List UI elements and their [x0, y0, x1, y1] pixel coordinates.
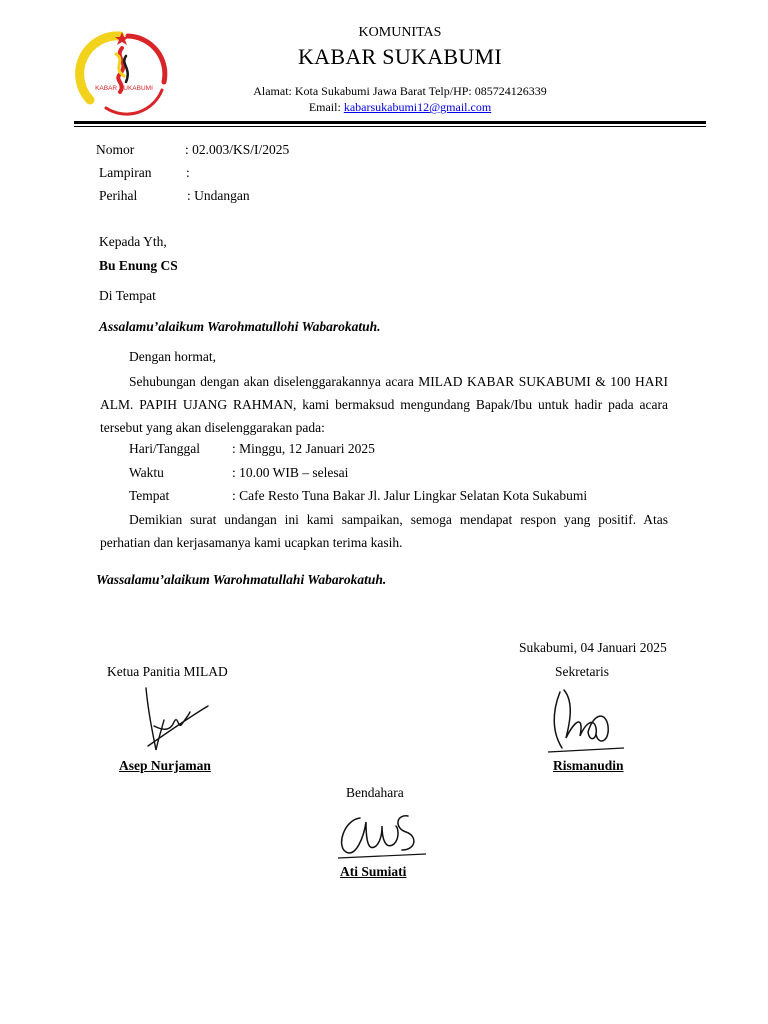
nomor-value: : 02.003/KS/I/2025	[185, 142, 290, 157]
sekretaris-signature	[540, 682, 630, 762]
paragraph-closing: Demikian surat undangan ini kami sampaikan, semoga mendapat respon yang positif. Atas perhatian dan kerjasamanya kami ucapkan terima kasih.	[100, 512, 668, 550]
ketua-title: Ketua Panitia MILAD	[107, 664, 228, 679]
kabar-sukabumi-logo	[76, 26, 172, 116]
bendahara-name: Ati Sumiati	[340, 864, 407, 879]
detail-value-waktu: : 10.00 WIB – selesai	[232, 465, 349, 480]
detail-value-tempat: : Cafe Resto Tuna Bakar Jl. Jalur Lingkar Selatan Kota Sukabumi	[232, 488, 588, 503]
komunitas-label: KOMUNITAS	[358, 25, 442, 40]
ketua-name: Asep Nurjaman	[119, 758, 211, 773]
sekretaris-title: Sekretaris	[555, 664, 609, 679]
detail-value-hari: : Minggu, 12 Januari 2025	[232, 441, 375, 456]
email-link[interactable]: kabarsukabumi12@gmail.com	[343, 100, 492, 114]
detail-label-tempat: Tempat	[129, 488, 170, 503]
salam-pembuka: Assalamu’alaikum Warohmatullohi Wabarokatuh.	[99, 319, 381, 334]
lampiran-label: Lampiran	[99, 165, 152, 180]
detail-label-waktu: Waktu	[129, 465, 164, 480]
kepada-yth: Kepada Yth,	[99, 234, 167, 249]
paragraph-intro: Sehubungan dengan akan diselenggarakannya acara MILAD KABAR SUKABUMI & 100 HARI ALM. PAPIH UJANG RAHMAN, kami bermaksud mengundang Bapak/Ibu untuk hadir pada acara tersebut yang akan diselenggarakan pada:	[100, 374, 668, 435]
header-rule-thin	[74, 126, 706, 127]
detail-label-hari: Hari/Tanggal	[129, 441, 201, 456]
address-line: Alamat: Kota Sukabumi Jawa Barat Telp/HP: 085724126339	[253, 84, 547, 98]
perihal-label: Perihal	[99, 188, 138, 203]
place-date: Sukabumi, 04 Januari 2025	[519, 640, 667, 655]
bendahara-title: Bendahara	[346, 785, 404, 800]
header-rule-thick	[74, 121, 706, 124]
salam-penutup: Wassalamu’alaikum Warohmatullahi Wabarokatuh.	[96, 572, 387, 587]
email-label: Email:	[308, 100, 341, 114]
recipient-name: Bu Enung CS	[99, 258, 178, 273]
logo-text: KABAR SUKABUMI	[95, 85, 153, 92]
perihal-value: : Undangan	[187, 188, 250, 203]
recipient-place: Di Tempat	[99, 288, 156, 303]
bendahara-signature	[330, 806, 440, 868]
lampiran-value: :	[186, 165, 190, 180]
community-name: KABAR SUKABUMI	[297, 44, 503, 69]
email-line	[180, 100, 620, 115]
dengan-hormat: Dengan hormat,	[129, 349, 216, 364]
sekretaris-name: Rismanudin	[553, 758, 624, 773]
nomor-label: Nomor	[96, 142, 135, 157]
ketua-signature	[118, 680, 218, 760]
